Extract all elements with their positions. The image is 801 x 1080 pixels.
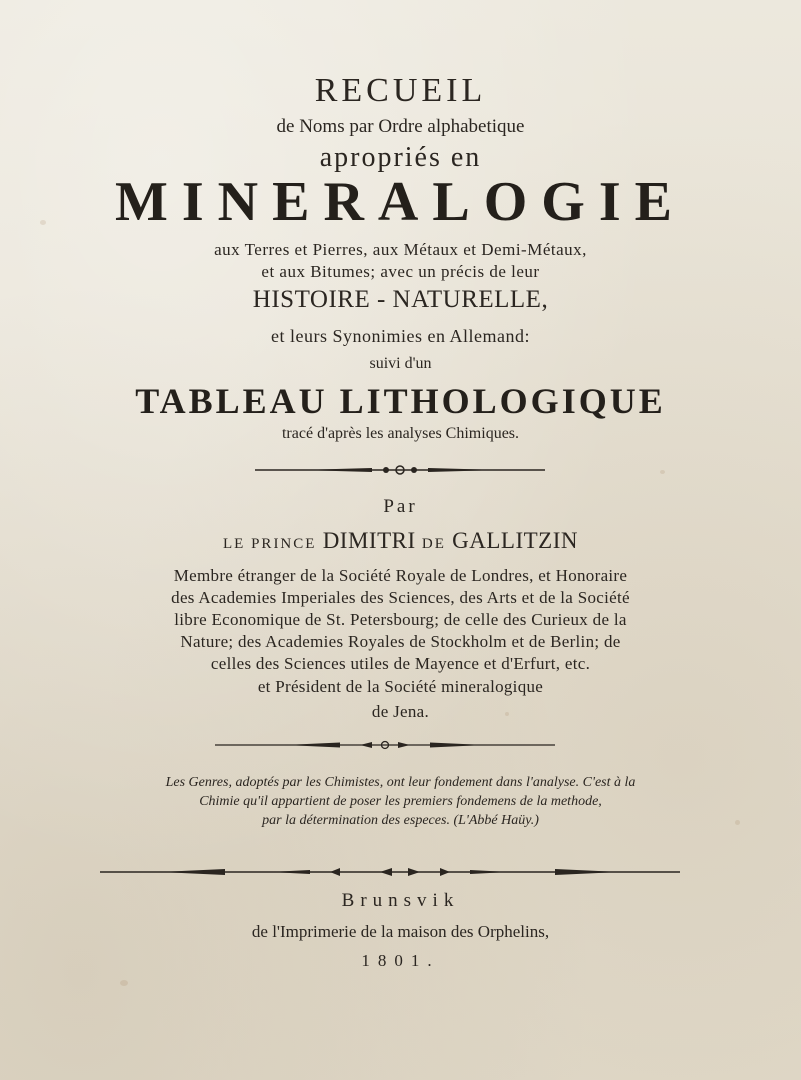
title-tableau-lithologique: TABLEAU LITHOLOGIQUE	[135, 381, 666, 421]
epigraph-line: Chimie qu'il appartient de poser les premiers fondemens de la methode,	[199, 794, 602, 809]
credential-line: libre Economique de St. Petersbourg; de celle des Curieux de la	[174, 610, 627, 629]
credential-line: de Jena.	[371, 702, 430, 721]
author-last-name: GALLITZIN	[452, 528, 578, 553]
subtitle-terres: aux Terres et Pierres, aux Métaux et Demi-Métaux,	[214, 240, 587, 259]
ornamental-rule-2	[0, 735, 801, 755]
author-particle: DE	[421, 536, 446, 552]
author-first-name: DIMITRI	[322, 528, 416, 553]
title-recueil: RECUEIL	[314, 72, 487, 109]
subtitle-bitumes: et aux Bitumes; avec un précis de leur	[261, 262, 540, 281]
subtitle-synonymies: et leurs Synonimies en Allemand:	[271, 326, 530, 346]
subtitle-trace: tracé d'après les analyses Chimiques.	[281, 425, 520, 442]
subtitle-suivi: suivi d'un	[369, 355, 432, 372]
credential-line: et Président de la Société mineralogique	[257, 677, 544, 696]
title-histoire-naturelle: HISTOIRE - NATURELLE,	[252, 286, 549, 313]
subtitle-noms: de Noms par Ordre alphabetique	[276, 116, 525, 137]
ornamental-rule-1	[0, 460, 801, 480]
imprint-year: 1801.	[361, 951, 440, 970]
subtitle-apropries: apropriés en	[319, 142, 482, 173]
paper-spot	[120, 980, 128, 986]
credential-line: Nature; des Academies Royales de Stockholm et de Berlin; de	[180, 632, 621, 651]
author-name-line	[0, 528, 801, 554]
epigraph-line: par la détermination des especes. (L'Abbé Haüy.)	[262, 813, 539, 828]
credential-line: des Academies Imperiales des Sciences, des Arts et de la Société	[171, 588, 630, 607]
author-prefix: LE PRINCE	[223, 536, 317, 552]
title-mineralogie: MINERALOGIE	[115, 171, 686, 233]
imprint-city: Brunsvik	[341, 890, 460, 911]
credential-line: Membre étranger de la Société Royale de Londres, et Honoraire	[173, 566, 628, 585]
ornamental-rule-3	[0, 862, 801, 882]
byline-par: Par	[383, 496, 418, 517]
imprint-printer: de l'Imprimerie de la maison des Orphelins,	[251, 922, 550, 941]
credential-line: celles des Sciences utiles de Mayence et d'Erfurt, etc.	[210, 654, 591, 673]
epigraph-line: Les Genres, adoptés par les Chimistes, ont leur fondement dans l'analyse. C'est à la	[165, 775, 636, 790]
